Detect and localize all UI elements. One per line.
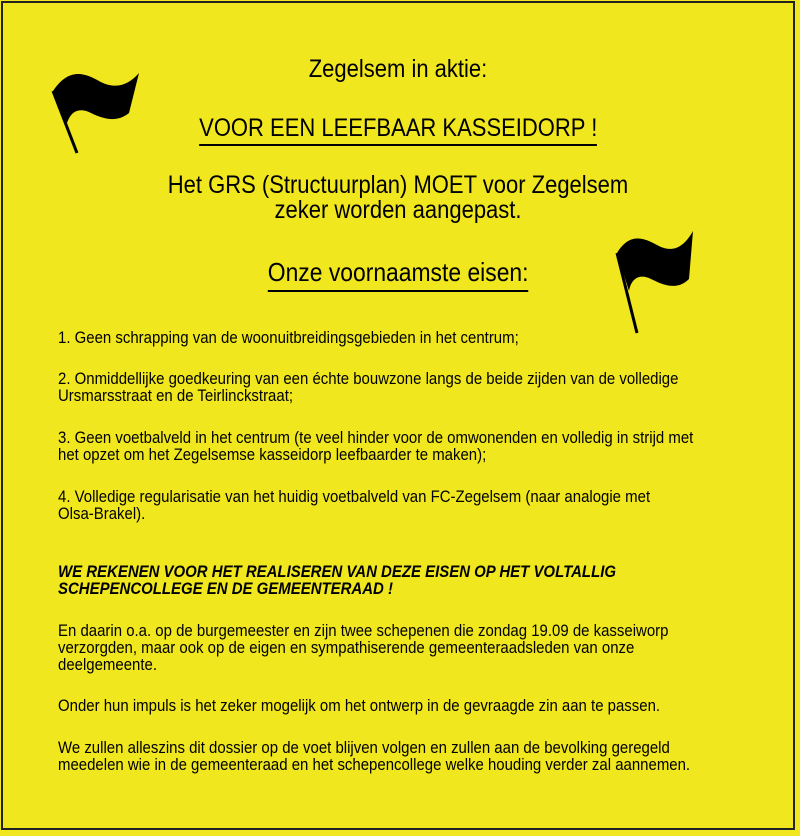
demand-item — [58, 429, 758, 463]
demand-line: Olsa-Brakel). — [58, 504, 146, 523]
demands-heading — [3, 257, 793, 292]
demand-line: het opzet om het Zegelsemse kasseidorp leefbaarder te maken); — [58, 445, 487, 464]
demand-line: 2. Onmiddellijke goedkeuring van een échte bouwzone langs de beide zijden van de volledige — [58, 369, 679, 388]
subtitle-line: zeker worden aangepast. — [274, 196, 522, 224]
poster — [1, 1, 795, 830]
slogan — [3, 114, 793, 146]
paragraph-line: meedelen wie in de gemeenteraad en het schepencollege welke houding verder zal aannemen. — [58, 755, 691, 774]
paragraph-line: En daarin o.a. op de burgemeester en zijn twee schepenen die zondag 19.09 de kasseiworp — [58, 621, 669, 640]
demands-heading-text: Onze voornaamste eisen: — [268, 257, 529, 292]
subtitle — [50, 173, 745, 223]
paragraph-line: Onder hun impuls is het zeker mogelijk om het ontwerp in de gevraagde zin aan te passen. — [58, 696, 661, 715]
demand-line: 1. Geen schrapping van de woonuitbreidingsgebieden in het centrum; — [58, 328, 519, 347]
demand-item — [58, 488, 758, 522]
subtitle-line: Het GRS (Structuurplan) MOET voor Zegelsem — [167, 171, 629, 199]
demand-line: 4. Volledige regularisatie van het huidig voetbalveld van FC-Zegelsem (naar analogie met — [58, 487, 651, 506]
paragraph-line: deelgemeente. — [58, 655, 157, 674]
callout-line: WE REKENEN VOOR HET REALISEREN VAN DEZE EISEN OP HET VOLTALLIG — [58, 562, 617, 581]
paragraph — [58, 622, 758, 673]
demand-item — [58, 370, 758, 404]
paragraph — [58, 739, 758, 773]
paragraph — [58, 697, 758, 714]
demand-line: 3. Geen voetbalveld in het centrum (te veel hinder voor de omwonenden en volledig in strijd met — [58, 428, 694, 447]
paragraph-line: verzorgden, maar ook op de eigen en sympathiserende gemeenteraadsleden van onze — [58, 638, 635, 657]
paragraph-line: We zullen alleszins dit dossier op de voet blijven volgen en zullen aan de bevolking geregeld — [58, 738, 670, 757]
demand-line: Ursmarsstraat en de Teirlinckstraat; — [58, 386, 294, 405]
title: Zegelsem in aktie: — [308, 55, 488, 83]
demand-item — [58, 329, 758, 346]
slogan-text: VOOR EEN LEEFBAAR KASSEIDORP ! — [199, 114, 597, 146]
callout — [58, 563, 758, 597]
callout-line: SCHEPENCOLLEGE EN DE GEMEENTERAAD ! — [58, 579, 393, 598]
